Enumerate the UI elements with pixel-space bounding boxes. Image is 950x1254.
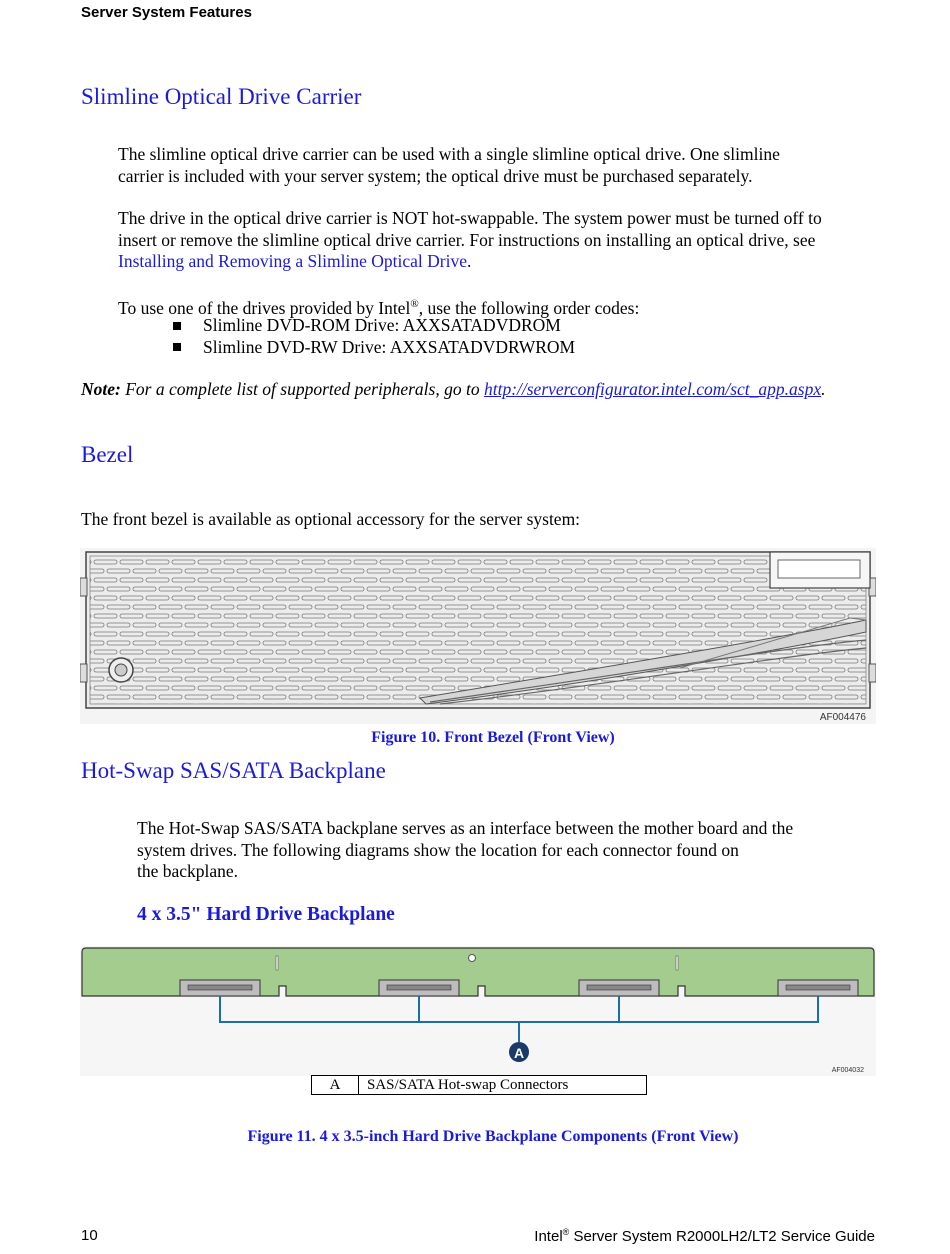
connector <box>180 980 260 996</box>
bezel-lock-icon <box>109 658 133 682</box>
optical-p2-end: . <box>466 251 472 271</box>
list-item <box>173 337 575 359</box>
optical-paragraph-2 <box>118 208 822 273</box>
order-code-dvd-rom: Slimline DVD-ROM Drive: AXXSATADVDROM <box>203 315 561 335</box>
install-optical-drive-link[interactable]: Installing and Removing a Slimline Optical Drive <box>118 251 467 271</box>
table-row <box>312 1076 647 1095</box>
connector <box>778 980 858 996</box>
backplane-legend-table <box>311 1075 647 1095</box>
connector <box>579 980 659 996</box>
backplane-p-line2: system drives. The following diagrams show the location for each connector found on <box>137 839 739 860</box>
order-code-list <box>173 315 575 358</box>
optical-p2-line2: insert or remove the slimline optical drive carrier. For instructions on installing an optical drive, see <box>118 229 816 250</box>
order-codes-intro: To use one of the drives provided by Intel <box>118 297 411 318</box>
backplane-subtitle: 4 x 3.5" Hard Drive Backplane <box>137 904 395 925</box>
figure-10-caption: Figure 10. Front Bezel (Front View) <box>371 729 615 746</box>
backplane-figure <box>80 946 876 1076</box>
backplane-p-line3: the backplane. <box>137 861 239 881</box>
optical-paragraph-1 <box>118 144 780 187</box>
backplane-figure-id: AF004032 <box>831 1067 864 1074</box>
section-title-backplane: Hot-Swap SAS/SATA Backplane <box>81 758 386 783</box>
guide-title <box>534 1227 875 1245</box>
order-code-dvd-rw: Slimline DVD-RW Drive: AXXSATADVDRWROM <box>203 336 576 357</box>
page-number: 10 <box>81 1227 98 1244</box>
note-label: Note: <box>81 379 121 399</box>
server-configurator-link[interactable]: http://serverconfigurator.intel.com/sct_app.aspx <box>483 379 822 399</box>
backplane-paragraph <box>137 818 793 883</box>
backplane-p-line1: The Hot-Swap SAS/SATA backplane serves as an interface between the mother board and the <box>137 818 794 838</box>
list-item <box>173 315 575 337</box>
guide-name: Server System R2000LH2/LT2 Service Guide <box>569 1228 875 1245</box>
optical-p1-line1: The slimline optical drive carrier can be used with a single slimline optical drive. One slimline <box>118 144 780 164</box>
guide-brand: Intel <box>534 1228 563 1245</box>
note-text: For a complete list of supported peripherals, go to <box>120 379 484 399</box>
bullet-icon <box>173 343 181 351</box>
guide-registered-mark: ® <box>562 1227 570 1237</box>
bullet-icon <box>173 322 181 330</box>
legend-key: A <box>312 1076 359 1095</box>
optical-p2-line3 <box>118 251 822 273</box>
order-codes-intro-end: , use the following order codes: <box>418 297 640 318</box>
bezel-figure-id: AF004476 <box>819 712 866 723</box>
running-header: Server System Features <box>81 4 252 21</box>
section-title-bezel: Bezel <box>81 442 134 467</box>
note <box>81 379 826 400</box>
optical-p1-line2: carrier is included with your server system; the optical drive must be purchased separately. <box>118 165 753 186</box>
note-end: . <box>821 379 826 399</box>
legend-description: SAS/SATA Hot-swap Connectors <box>359 1076 647 1095</box>
figure-11-caption: Figure 11. 4 x 3.5-inch Hard Drive Backplane Components (Front View) <box>247 1128 739 1145</box>
section-title-optical: Slimline Optical Drive Carrier <box>81 84 362 109</box>
connector <box>379 980 459 996</box>
bezel-text: The front bezel is available as optional accessory for the server system: <box>81 509 581 529</box>
front-bezel-figure <box>80 548 876 724</box>
callout-label: A <box>513 1045 525 1061</box>
registered-mark: ® <box>410 298 419 310</box>
optical-p2-line1: The drive in the optical drive carrier is NOT hot-swappable. The system power must be turned off to <box>118 208 822 228</box>
